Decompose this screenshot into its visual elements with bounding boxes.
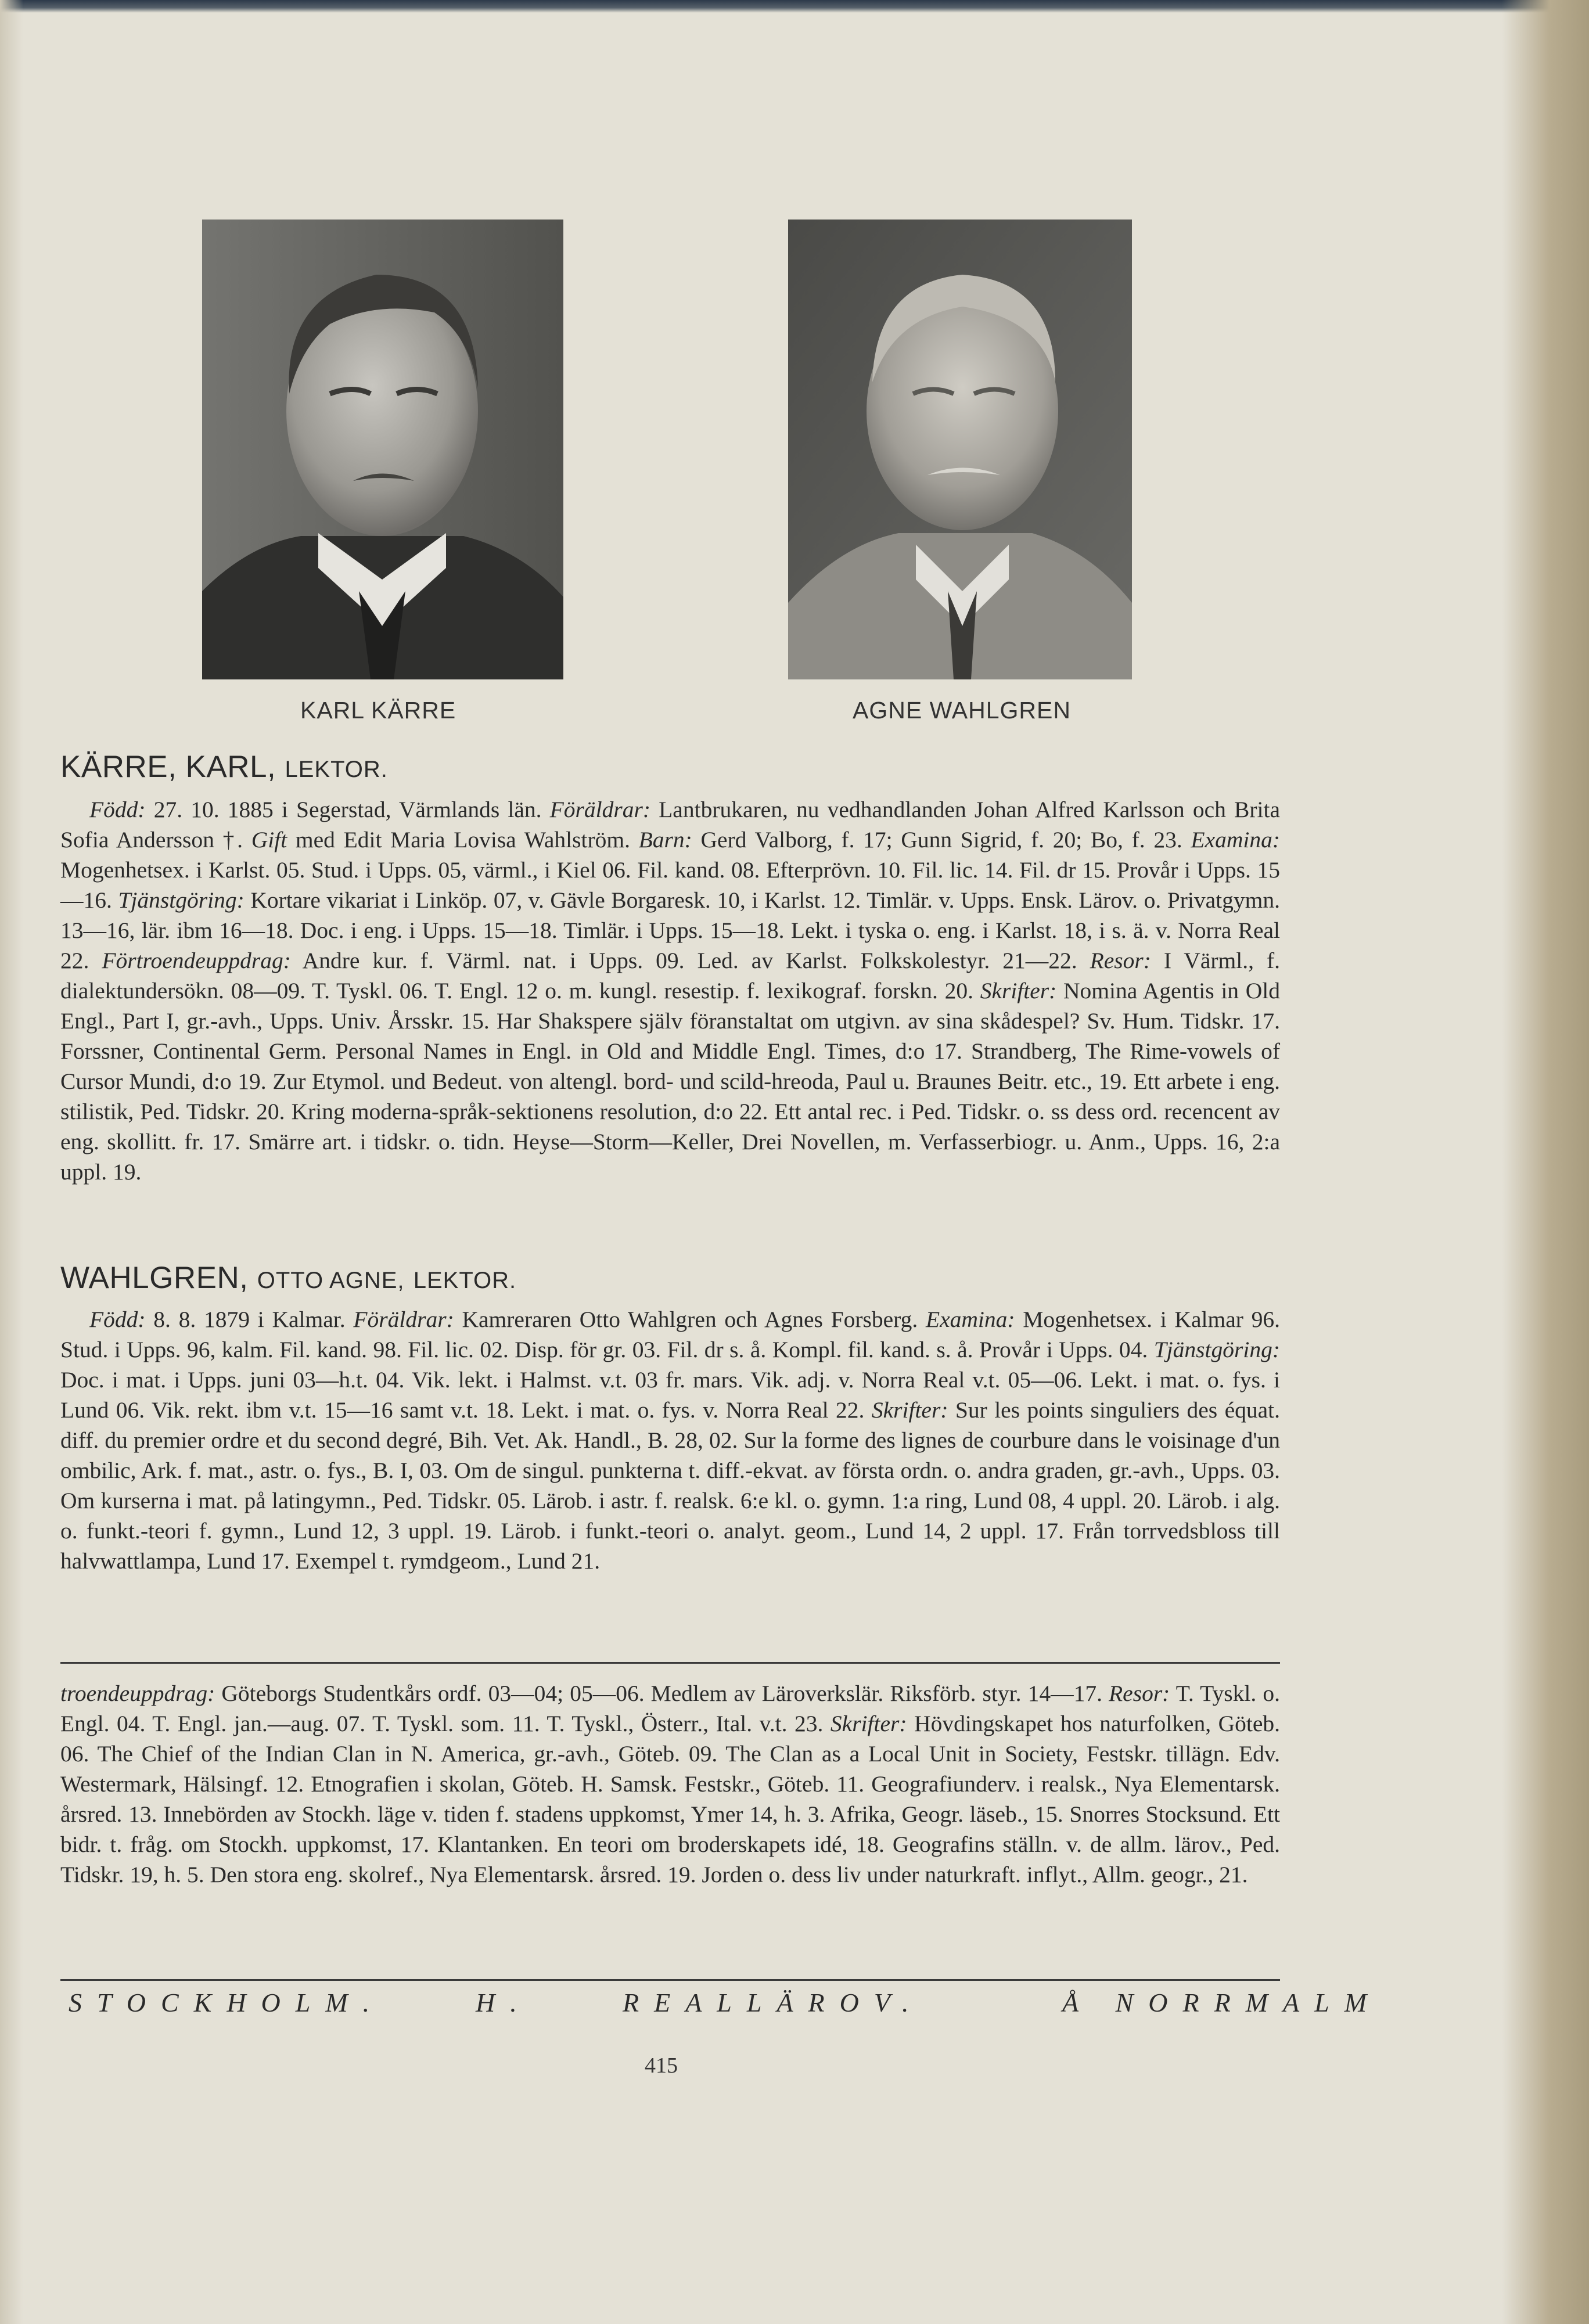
text-segment: Sur les points singuliers des équat. diff. du premier ordre et du second degré, Bih. Vet. Ak. Handl., B. 28, 02. Sur la forme des lignes de courbure dans le voisinage d'un ombilic, Ark. f. mat., astr. o. fys., B. I, 03. Om de singul. punkterna t. diff.-ekvat. av första ordn. o. andra graden, gr.-avh., Upps. 03. Om kurserna i mat. på latingymn., Ped. Tidskr. 05. Lärob. i astr. f. realsk. 6:e kl. o. gymn. 1:a ring, Lund 08, 4 uppl. 20. Lärob. i alg. o. funkt.-teori f. gymn., Lund 12, 3 uppl. 19. Lärob. i funkt.-teori o. analyt. geom., Lund 14, 2 uppl. 17. Från torrvedsbloss till halvwattlampa, Lund 17. Exempel t. rymdgeom., Lund 21. — [60, 1397, 1280, 1574]
entry-text-wahlgren — [60, 1304, 1280, 1576]
text-segment: Göteborgs Studentkårs ordf. 03—04; 05—06. Medlem av Läroverkslär. Riksförb. styr. 14—17. — [215, 1681, 1109, 1706]
label-gift: Gift — [251, 827, 287, 852]
entry-given-names: OTTO AGNE, — [257, 1268, 405, 1293]
caption-karl-karre: KARL KÄRRE — [300, 697, 456, 724]
text-segment: Lantbrukaren, nu vedhandlanden Johan Alfred Karlsson och Brita Sofia Andersson †. — [60, 797, 1280, 852]
entry-name: KÄRRE, KARL, — [60, 750, 276, 784]
page-right-edge — [1502, 0, 1589, 2324]
label-resor: Resor: — [1090, 948, 1151, 973]
entry-title: LEKTOR. — [413, 1268, 517, 1293]
label-fortroendeuppdrag: Förtroendeuppdrag: — [102, 948, 291, 973]
entry-heading-wahlgren — [60, 1260, 516, 1296]
label-foraldrar: Föräldrar: — [353, 1307, 454, 1332]
label-examina: Examina: — [1191, 827, 1280, 852]
label-skrifter: Skrifter: — [980, 978, 1057, 1003]
text-segment: T. Tyskl. o. Engl. 04. T. Engl. jan.—aug. 07. T. Tyskl. som. 11. T. Tyskl., Österr., Ital. v.t. 23. — [60, 1681, 1280, 1736]
page-left-edge — [0, 0, 23, 2324]
text-segment: Kamreraren Otto Wahlgren och Agnes Forsberg. — [454, 1307, 926, 1332]
text-segment: Doc. i mat. i Upps. juni 03—h.t. 04. Vik. lekt. i Halmst. v.t. 03 fr. mars. Vik. adj. v. Norra Real v.t. 05—06. Lekt. i mat. o. fys. i Lund 06. Vik. rekt. ibm v.t. 15—16 samt v.t. 18. Lekt. i mat. o. fys. v. Norra Real 22. — [60, 1367, 1280, 1423]
footer-part-h: H. — [476, 1988, 532, 2017]
label-fortroendeuppdrag: troendeuppdrag: — [60, 1681, 215, 1706]
text-segment: 8. 8. 1879 i Kalmar. — [145, 1307, 354, 1332]
label-tjanstgoring: Tjänstgöring: — [118, 887, 245, 913]
portrait-karl-karre — [202, 220, 563, 679]
entry-title: LEKTOR. — [285, 757, 388, 782]
text-segment: Gerd Valborg, f. 17; Gunn Sigrid, f. 20; Bo, f. 23. — [692, 827, 1191, 852]
text-segment: Kortare vikariat i Linköp. 07, v. Gävle Borgaresk. 10, i Karlst. 12. Timlär. v. Upps. Ensk. Lärov. o. Privatgymn. 13—16, lär. ibm 16—18. Doc. i eng. i Upps. 15—18. Timlär. i Upps. 15—18. Lekt. i tyska o. eng. i Karlst. 18, i s. ä. v. Norra Real 22. — [60, 887, 1280, 973]
page-number: 415 — [645, 2053, 678, 2078]
text-segment: Nomina Agentis in Old Engl., Part I, gr.-avh., Upps. Univ. Årsskr. 15. Har Shakspere själv föranstaltat om utgivn. av sina skådespel? Sv. Hum. Tidskr. 17. Forssner, Continental Germ. Personal Names in Engl. in Old and Middle Engl. Times, d:o 17. Strandberg, The Rime-vowels of Cursor Mundi, d:o 19. Zur Etymol. und Bedeut. von altengl. bord- und scild-hreoda, Paul u. Braunes Beitr. etc., 19. Ett arbete i eng. stilistik, Ped. Tidskr. 20. Kring moderna-språk-sektionens resolution, d:o 22. Ett antal rec. i Ped. Tidskr. o. ss dess ord. recencent av eng. skollitt. fr. 17. Smärre art. i tidskr. o. tidn. Heyse—Storm—Keller, Drei Novellen, m. Verfasserbiogr. u. Anm., Upps. 16, 2:a uppl. 19. — [60, 978, 1280, 1185]
label-skrifter: Skrifter: — [830, 1711, 907, 1736]
footer-rule — [60, 1979, 1280, 1981]
text-segment: I Värml., f. dialektundersökn. 08—09. T. Tyskl. 06. T. Engl. 12 o. m. kungl. resestip. f. lexikograf. forskn. 20. — [60, 948, 1280, 1003]
text-segment: Hövdingskapet hos naturfolken, Göteb. 06. The Chief of the Indian Clan in N. America, gr.-avh., Göteb. 09. The Clan as a Local Unit in Society, Festskr. tillägn. Edv. Westermark, Hälsingf. 12. Etnografien i skolan, Göteb. H. Samsk. Festskr., Göteb. 11. Geografiunderv. i realsk., Nya Elementarsk. årsred. 13. Innebörden av Stockh. läge v. tiden f. stadens uppkomst, Ymer 14, h. 3. Afrika, Geogr. läseb., 15. Snorres Stocksund. Ett bidr. t. fråg. om Stockh. uppkomst, 17. Klantanken. En teori om broderskapets idé, 18. Geografins ställn. v. de allm. lärov., Ped. Tidskr. 19, h. 5. Den stora eng. skolref., Nya Elementarsk. årsred. 19. Jorden o. dess liv under naturkraft. inflyt., Allm. geogr., 21. — [60, 1711, 1280, 1887]
running-footer — [60, 1987, 1382, 2022]
label-fodd: Född: — [89, 797, 146, 822]
label-barn: Barn: — [638, 827, 692, 852]
text-segment: Andre kur. f. Värml. nat. i Upps. 09. Led. av Karlst. Folkskolestyr. 21—22. — [290, 948, 1090, 973]
text-segment: Mogenhetsex. i Kalmar 96. Stud. i Upps. 96, kalm. Fil. kand. 98. Fil. lic. 02. Disp. för gr. 03. Fil. dr s. å. Kompl. fil. kand. s. å. Provår i Upps. 04. — [60, 1307, 1280, 1362]
caption-agne-wahlgren: AGNE WAHLGREN — [853, 697, 1071, 724]
entry-heading-karre — [60, 749, 388, 785]
text-segment: med Edit Maria Lovisa Wahlström. — [287, 827, 639, 852]
entry-name: WAHLGREN, — [60, 1261, 249, 1295]
footer-part-realarov: REALLÄROV. — [623, 1988, 924, 2017]
text-segment: Mogenhetsex. i Karlst. 05. Stud. i Upps. 05, värml., i Kiel 06. Fil. kand. 08. Efterprövn. 10. Fil. lic. 14. Fil. dr 15. Provår i Upps. 15—16. — [60, 857, 1280, 913]
divider-rule — [60, 1662, 1280, 1664]
entry-text-continued — [60, 1678, 1280, 1890]
text-segment: 27. 10. 1885 i Segerstad, Värmlands län. — [145, 797, 550, 822]
footer-part-stockholm: STOCKHOLM. — [69, 1988, 385, 2017]
entry-text-karre — [60, 794, 1280, 1187]
page-top-edge — [0, 0, 1589, 13]
label-tjanstgoring: Tjänstgöring: — [1153, 1337, 1280, 1362]
label-foraldrar: Föräldrar: — [549, 797, 651, 822]
label-fodd: Född: — [89, 1307, 146, 1332]
label-skrifter: Skrifter: — [871, 1397, 948, 1423]
label-examina: Examina: — [925, 1307, 1015, 1332]
portrait-agne-wahlgren — [788, 220, 1132, 679]
footer-part-norrmalm: Å NORRMALM — [1062, 1988, 1382, 2017]
label-resor: Resor: — [1109, 1681, 1170, 1706]
